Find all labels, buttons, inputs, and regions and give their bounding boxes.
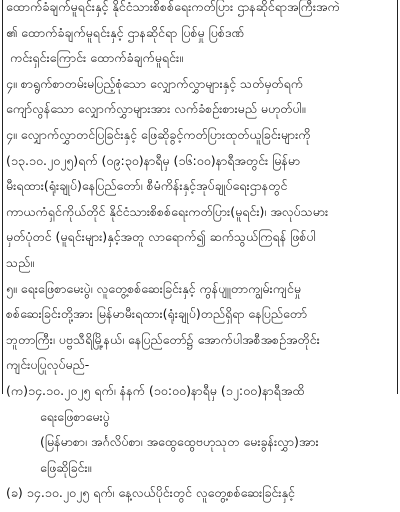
- text-line: ၏ ထောက်ခံချက်မူရင်းနှင့် ဌာနဆိုင်ရာ ပြစ်မှု ပြစ်ဒဏ်: [6, 24, 245, 40]
- text-line: ကျော်လွန်သော လျှောက်လွှာများအား လက်ခံစဉ်းစားမည် မဟုတ်ပါ။: [6, 101, 306, 117]
- text-line: ၄။ စာရွက်စာတမ်းမပြည့်စုံသော လျှောက်လွှာများနှင့် သတ်မှတ်ရက်: [6, 75, 303, 91]
- text-line: မီးရထား(ရုံးချုပ်)နေပြည်တော်၊ စီမံကိန်းနှင့်အုပ်ချုပ်ရေးဌာနတွင်: [6, 178, 288, 194]
- text-line: ဖြေဆိုခြင်း။: [40, 459, 92, 475]
- text-line: ရေးဖြေစာမေးပွဲ: [40, 408, 110, 424]
- text-line: (က)၁၄.၁၀.၂၀၂၅ ရက်၊ နံနက် (၁၀:၀၀)နာရီမှ (၁၂:၀၀)နာရီအထိ: [6, 382, 305, 398]
- text-line: မှတ်ပုံတင် (မူရင်းများ)နှင့်အတူ လာရောက်၍ ဆက်သွယ်ကြရန် ဖြစ်ပါ: [6, 229, 316, 245]
- text-line: ဘူတာကြီး၊ ပဗ္ဗသီရိမြို့နယ်၊ နေပြည်တော်၌ အောက်ပါအစီအစဉ်အတိုင်း: [6, 331, 320, 347]
- text-line: (ခ) ၁၄.၁၀.၂၀၂၅ ရက်၊ နေ့လယ်ပိုင်းတွင် လူတွေ့စစ်ဆေးခြင်းနှင့်: [6, 485, 295, 501]
- text-line: ၄။ လျှောက်လွှာတင်ပြခြင်းနှင့် ဖြေဆိုခွင့်ကတ်ပြားထုတ်ယူခြင်းများကို: [6, 126, 311, 142]
- text-line: စစ်ဆေးခြင်းတို့အား မြန်မာမီးရထား(ရုံးချုပ်)တည်ရှိရာ နေပြည်တော်: [6, 306, 308, 322]
- text-line: သည်။: [6, 254, 34, 270]
- announcement-text: [6, 0, 394, 506]
- left-border: [2, 0, 3, 394]
- text-line: ကာယကံရှင်ကိုယ်တိုင် နိုင်ငံသားစိစစ်ရေးကတ်ပြား(မူရင်း)၊ အလုပ်သမား: [6, 203, 329, 219]
- text-line: ကင်းရှင်းကြောင်း ထောက်ခံချက်မူရင်း။: [10, 50, 183, 66]
- text-line: (မြန်မာစာ၊ အင်္ဂလိပ်စာ၊ အထွေထွေဗဟုသုတ မေးခွန်းလွှာ)အား: [40, 434, 319, 450]
- right-border: [397, 0, 398, 394]
- text-line: ထောက်ခံချက်မူရင်းနှင့် နိုင်ငံသားစိစစ်ရေးကတ်ပြား ဌာနဆိုင်ရာအကြီးအကဲ: [6, 0, 340, 14]
- text-line: ၅။ ရေးဖြေစာမေးပွဲ၊ လူတွေ့စစ်ဆေးခြင်းနှင့် ကွန်ပျူတာကျွမ်းကျင်မှု: [6, 280, 301, 296]
- text-line: ကျင်းပပြုလုပ်မည်-: [6, 357, 90, 373]
- text-line: (၁၃.၁၀.၂၀၂၅)ရက် (၀၉:၃၀)နာရီမှ (၁၆:၀၀)နာရီအတွင်း မြန်မာ: [6, 152, 301, 168]
